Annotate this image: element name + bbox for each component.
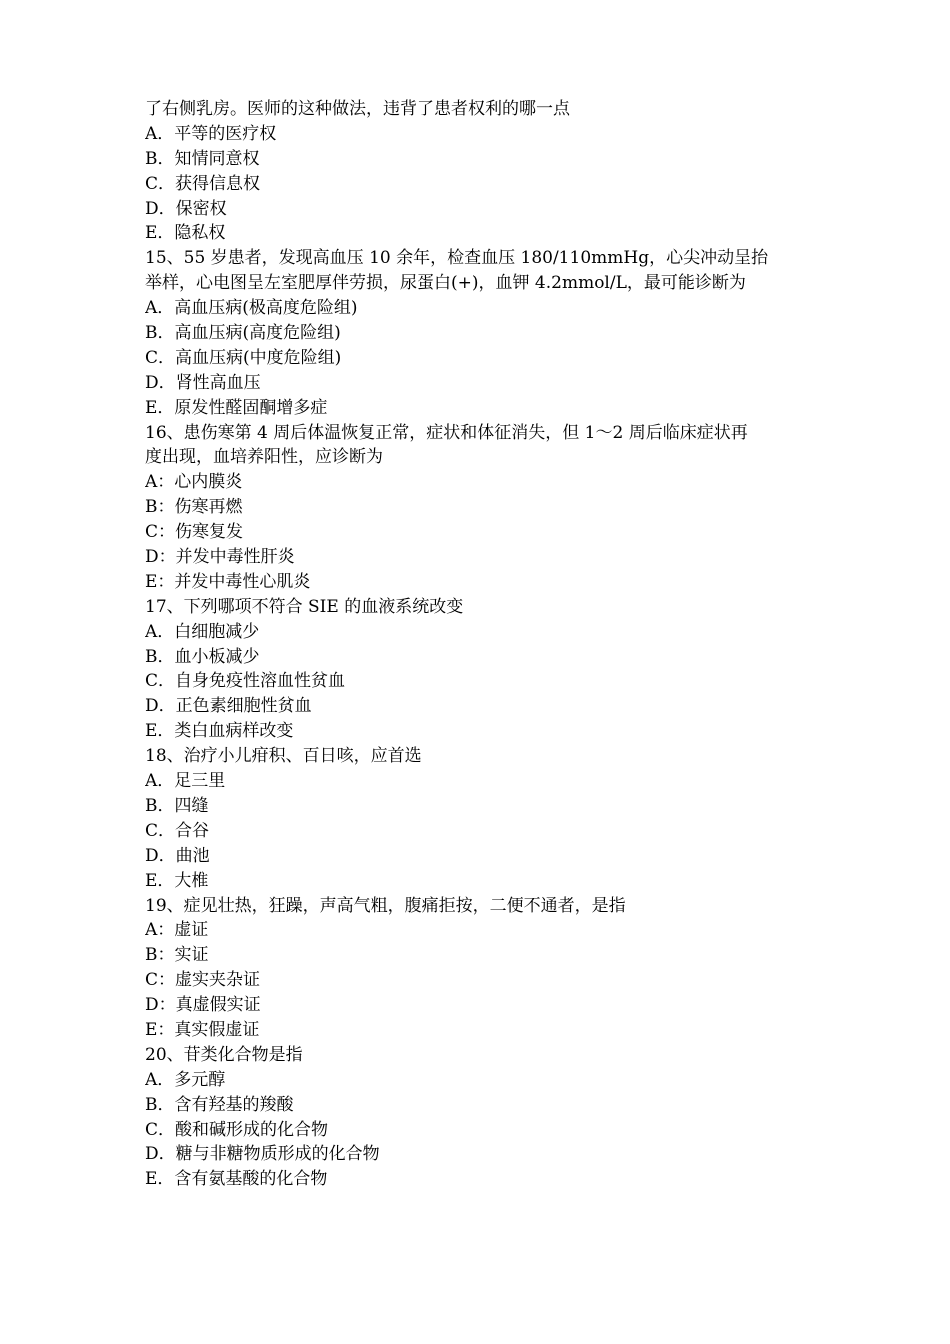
text-line: 了右侧乳房。医师的这种做法，违背了患者权利的哪一点 (145, 99, 570, 119)
answer-option: E．含有氨基酸的化合物 (145, 1169, 328, 1190)
answer-option: D：并发中毒性肝炎 (145, 547, 295, 568)
answer-option: E．原发性醛固酮增多症 (145, 397, 328, 418)
question-line: 17、下列哪项不符合 SIE 的血液系统改变 (145, 596, 464, 617)
answer-option: D．正色素细胞性贫血 (145, 696, 312, 717)
answer-option: B．血小板减少 (145, 646, 260, 667)
document-body (145, 97, 810, 1192)
question-line: 20、苷类化合物是指 (145, 1044, 303, 1065)
answer-option: E．隐私权 (145, 223, 226, 244)
answer-option: A．高血压病(极高度危险组) (145, 298, 358, 319)
answer-option: A：心内膜炎 (145, 472, 243, 493)
answer-option: C．高血压病(中度危险组) (145, 347, 342, 368)
question-line: 举样，心电图呈左室肥厚伴劳损，尿蛋白(+)，血钾 4.2mmol/L，最可能诊断为 (145, 273, 746, 294)
answer-option: E：并发中毒性心肌炎 (145, 571, 311, 592)
answer-option: B．高血压病(高度危险组) (145, 323, 341, 344)
question-line: 19、症见壮热，狂躁，声高气粗，腹痛拒按，二便不通者，是指 (145, 895, 626, 916)
answer-option: B．含有羟基的羧酸 (145, 1094, 294, 1115)
answer-option: D．保密权 (145, 198, 227, 219)
answer-option: B：实证 (145, 945, 209, 966)
answer-option: A：虚证 (145, 920, 209, 941)
answer-option: E：真实假虚证 (145, 1019, 260, 1040)
answer-option: A．白细胞减少 (145, 621, 260, 642)
answer-option: B．四缝 (145, 795, 209, 816)
answer-option: A．足三里 (145, 771, 226, 792)
answer-option: C：伤寒复发 (145, 522, 244, 543)
answer-option: C：虚实夹杂证 (145, 970, 261, 991)
answer-option: C．酸和碱形成的化合物 (145, 1119, 329, 1140)
answer-option: C．自身免疫性溶血性贫血 (145, 671, 346, 692)
answer-option: C．获得信息权 (145, 173, 261, 194)
question-line: 度出现，血培养阳性，应诊断为 (145, 447, 383, 468)
answer-option: D．糖与非糖物质形成的化合物 (145, 1144, 380, 1165)
answer-option: A．多元醇 (145, 1069, 226, 1090)
answer-option: A．平等的医疗权 (145, 123, 277, 144)
answer-option: D．肾性高血压 (145, 372, 261, 393)
answer-option: E．大椎 (145, 870, 209, 891)
answer-option: E．类白血病样改变 (145, 721, 294, 742)
answer-option: D．曲池 (145, 845, 210, 866)
answer-option: B．知情同意权 (145, 148, 260, 169)
answer-option: B：伤寒再燃 (145, 497, 243, 518)
question-line: 16、患伤寒第 4 周后体温恢复正常，症状和体征消失，但 1～2 周后临床症状再 (145, 422, 748, 443)
answer-option: C．合谷 (145, 820, 210, 841)
question-line: 15、55 岁患者，发现高血压 10 余年，检查血压 180/110mmHg，心尖冲动呈抬 (145, 248, 769, 269)
question-line: 18、治疗小儿疳积、百日咳，应首选 (145, 746, 422, 767)
answer-option: D：真虚假实证 (145, 995, 261, 1016)
